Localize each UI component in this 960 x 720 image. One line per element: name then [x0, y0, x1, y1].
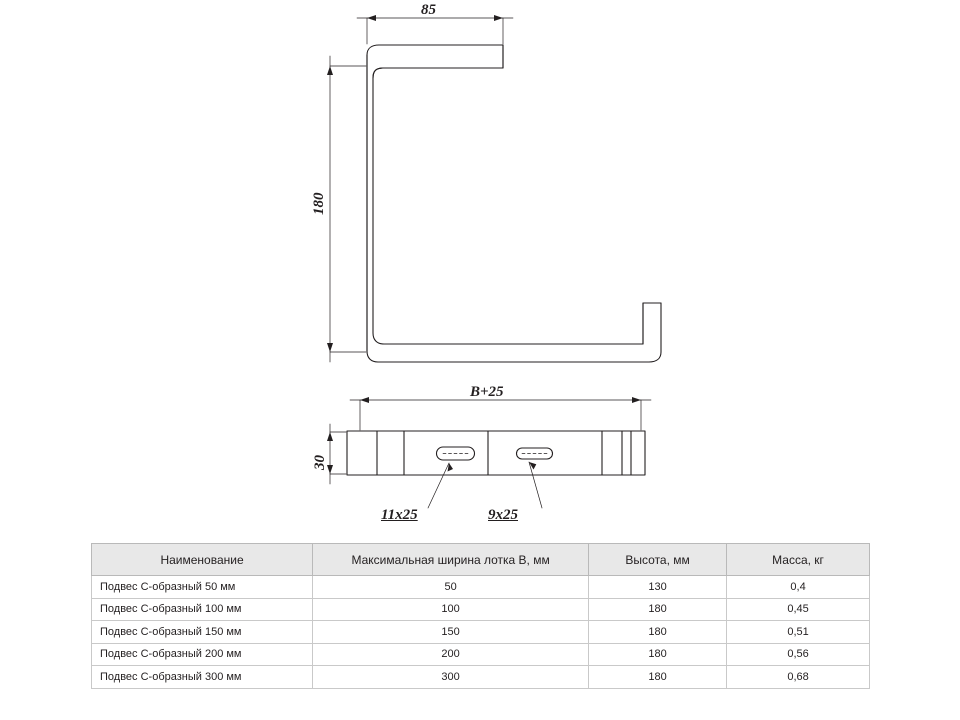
cell-mass: 0,56	[727, 643, 870, 666]
cell-name: Подвес С-образный 200 мм	[92, 643, 313, 666]
cell-name: Подвес С-образный 150 мм	[92, 621, 313, 644]
dimension-label-180: 180	[311, 192, 327, 215]
cell-name: Подвес С-образный 300 мм	[92, 666, 313, 689]
table-header-max-width: Максимальная ширина лотка B, мм	[313, 544, 589, 576]
table-header-name: Наименование	[92, 544, 313, 576]
cell-mass: 0,45	[727, 598, 870, 621]
cell-max-width: 50	[313, 576, 589, 599]
dimension-30	[327, 424, 346, 484]
dimension-label-B25: B+25	[470, 384, 504, 400]
table-row	[92, 643, 870, 666]
slot-label-9x25: 9x25	[488, 507, 518, 523]
dimension-180	[327, 56, 366, 362]
cell-mass: 0,4	[727, 576, 870, 599]
slot-label-11x25: 11x25	[381, 507, 418, 523]
table-row	[92, 621, 870, 644]
cell-height: 180	[589, 666, 727, 689]
table-header-height: Высота, мм	[589, 544, 727, 576]
cell-mass: 0,51	[727, 621, 870, 644]
cell-max-width: 300	[313, 666, 589, 689]
table-header-mass: Масса, кг	[727, 544, 870, 576]
slot-9x25	[517, 448, 553, 459]
dimension-label-30: 30	[312, 455, 328, 470]
plate-outline	[347, 431, 645, 475]
cell-mass: 0,68	[727, 666, 870, 689]
profile-bend-top	[373, 68, 383, 78]
specification-table	[91, 543, 870, 689]
dimension-85	[357, 15, 513, 44]
cell-name: Подвес С-образный 100 мм	[92, 598, 313, 621]
cell-max-width: 100	[313, 598, 589, 621]
table-row	[92, 598, 870, 621]
dimension-label-85: 85	[421, 2, 436, 18]
cell-height: 180	[589, 643, 727, 666]
cell-name: Подвес С-образный 50 мм	[92, 576, 313, 599]
table-row	[92, 576, 870, 599]
cell-height: 130	[589, 576, 727, 599]
hanger-profile-outline	[367, 45, 661, 362]
dimension-B25	[350, 397, 651, 430]
cell-max-width: 200	[313, 643, 589, 666]
table-header-row	[92, 544, 870, 576]
cell-height: 180	[589, 621, 727, 644]
profile-bottom-hook	[643, 303, 661, 344]
slot-11x25	[437, 447, 475, 460]
table-row	[92, 666, 870, 689]
cell-height: 180	[589, 598, 727, 621]
cell-max-width: 150	[313, 621, 589, 644]
slot-leaders	[428, 462, 542, 508]
